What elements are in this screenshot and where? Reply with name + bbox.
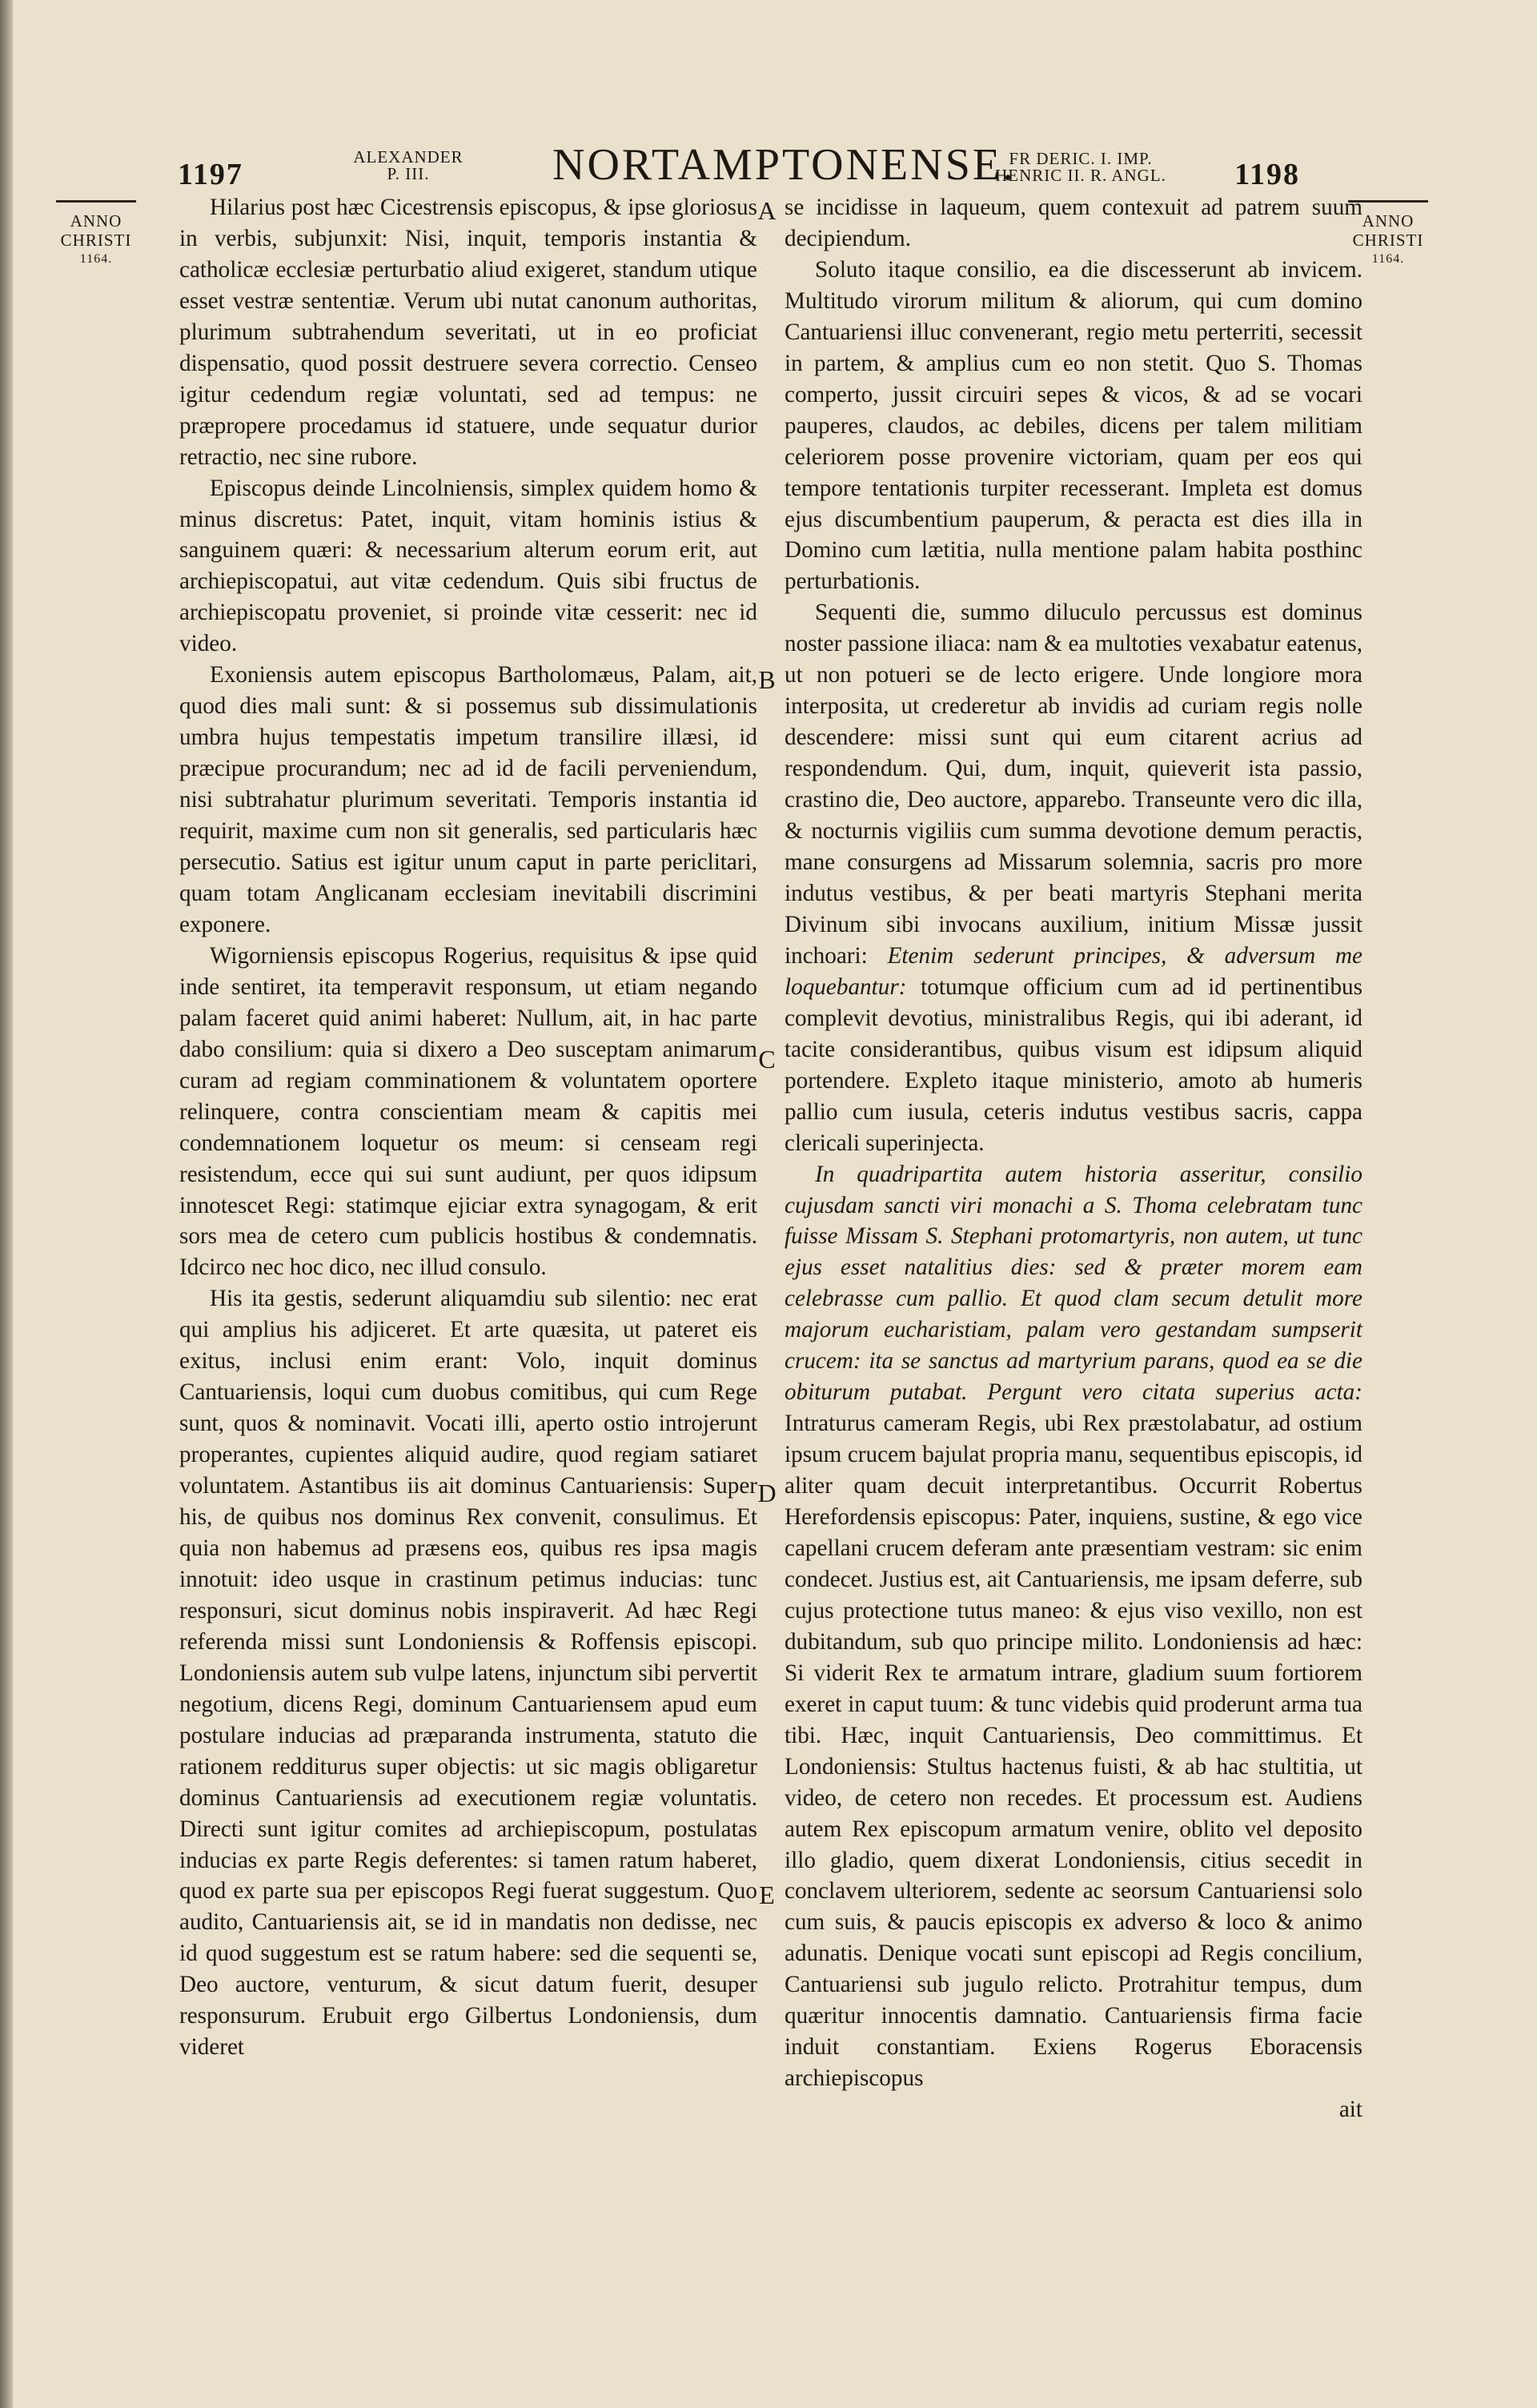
- margin-rule-left: [56, 200, 136, 203]
- running-head-right-line2: HENRIC II. R. ANGL.: [995, 166, 1166, 185]
- book-spine-shadow: [0, 0, 13, 2408]
- section-letter-a: A: [757, 196, 777, 225]
- paragraph-text: totumque officium cum ad id pertinentibus complevit devotius, ministralibus Regis, qui ibi aderant, id tacite considerantibus, quibus visum est idipsum aliquid portendere. Expleto itaque ministerio, amoto ab humeris pallio cum iusula, ceteris indutus vestibus sacris, cappa clericali superinjecta.: [785, 973, 1363, 1156]
- paragraph-text: Intraturus cameram Regis, ubi Rex præstolabatur, ad ostium ipsum crucem bajulat propria manu, sequentibus episcopis, id aliter quam decuit interpretantibus. Occurrit Robertus Herefordensis episcopus: Pater, inquiens, sustine, & ego vice capellani crucem deferam ante præsentiam vestram: sic enim condecet. Justius est, ait Cantuariensis, me ipsam deferre, sub cujus protectione tutus maneo: & ejus viso vexillo, non est dubitandum, sub quo principe milito. Londoniensis ad hæc: Si viderit Rex te armatum intrare, gladium suum fortiorem exeret in caput tuum: & tunc videbis quid proderunt arma tua tibi. Hæc, inquit Cantuariensis, Deo committimus. Et Londoniensis: Stultus hactenus fuisti, & ab hac stultitia, ut video, de cetero non recedes. Et processum est. Audiens autem Rex episcopum armatum venire, oblito vel deposito illo gladio, quem dixerat Londoniensis, citius secedit in conclavem ulteriorem, sedente ac seorsum Cantuariensi solo cum suis, & paucis episcopis ex adverso & loco & animo adunatis. Denique vocati sunt episcopi ad Regis concilium, Cantuariensi sub jugulo relicto. Protrahitur tempus, dum quæritur innocentis damnatio. Cantuariensis firma facie induit constantiam. Exiens Rogerus Eboracensis archiepiscopus: [785, 1411, 1362, 2092]
- paragraph: [785, 1159, 1362, 2095]
- running-head-left: [328, 149, 488, 183]
- paragraph: [785, 597, 1362, 1158]
- paragraph: Hilarius post hæc Cicestrensis episcopus, & ipse gloriosus in verbis, subjunxit: Nisi, inquit, temporis instantia & catholicæ ecclesiæ perturbatio aliud exigeret, standum utique esset vestræ sententiæ. Verum ubi nutat canonum authoritas, plurimum subtrahendum severitati, ut in eo proficiat dispensatio, quod possit destruere severa correctio. Censeo igitur cedendum regiæ voluntati, sed ad tempus: ne præpropere procedamus id statuere, unde sequatur durior retractio, nec sine rubore.: [179, 195, 757, 470]
- paragraph-text: Sequenti die, summo diluculo percussus est dominus noster passione iliaca: nam & ea multoties vexabatur eatenus, ut non potueri se de lecto erigere. Unde longiore mora interposita, ut crederetur ab invidis ad curiam regis nolle descendere: missi sunt qui eum citarent acrius ad respondendum. Qui, dum, inquit, quieverit ista passio, crastino die, Deo auctore, apparebo. Transeunte vero dic illa, & nocturnis vigiliis cum summa devotione demum peractis, mane consurgens ad Missarum solemnia, sacris pro more indutus vestibus, & per beati martyris Stephani merita Divinum sibi invocans auxilium, initium Missæ jussit inchoari:: [785, 600, 1362, 969]
- margin-year-right: 1164.: [1371, 252, 1405, 266]
- paragraph: Episcopus deinde Lincolniensis, simplex quidem homo & minus discretus: Patet, inquit, vitam hominis istius & sanguinem quæri: & necessarium alterum eorum erit, aut archiepiscopatui, aut vitæ cedendum. Quis sibi fructus de archiepiscopatu proveniet, si proinde vitæ cesserit: nec id video.: [179, 475, 757, 657]
- section-letter-d: D: [757, 1479, 777, 1507]
- running-head-right-line1: FR DERIC. I. IMP.: [1009, 149, 1153, 168]
- margin-christi-left: CHRISTI: [60, 231, 132, 250]
- section-letter-b: B: [758, 665, 776, 694]
- margin-anno-left: ANNO: [70, 211, 122, 231]
- quoted-history-passage: In quadripartita autem historia asseritur, consilio cujusdam sancti viri monachi a S. Thoma celebratam tunc fuisse Missam S. Stephani protomartyris, non autem, ut tunc ejus esset natalitius dies: sed & præter morem eam celebrasse cum pallio. Et quod clam secum detulit more majorum eucharistiam, palam vero gestandam sumpserit crucem: ita se sanctus ad martyrium parans, quod ea se die obiturum putabat. Pergunt vero citata superius acta:: [785, 1161, 1362, 1406]
- page-title: NORTAMPTONENSE.: [552, 140, 1017, 190]
- section-letter-e: E: [759, 1880, 775, 1909]
- page-number-right: 1198: [1234, 158, 1300, 191]
- margin-anno-right: ANNO: [1362, 211, 1415, 231]
- introit-quotation: Etenim sederunt principes, & adversum me loquebantur:: [785, 942, 1363, 1000]
- paragraph: Wigorniensis episcopus Rogerius, requisitus & ipse quid inde sentiret, ita temperavit responsum, ut etiam negando palam faceret quid animi haberet: Nullum, ait, in hac parte dabo consilium: quia si dixero a Deo susceptam animarum curam ad regiam comminationem & voluntatem oportere relinquere, contra conscientiam meam & capitis mei condemnationem loquetur os meum: si censeam regi resistendum, ecce qui sui sunt audiunt, per quos idipsum innotescet Regi: statimque ejiciar extra synagogam, & erit sors mea de cetero cum publicis hostibus & condemnatis. Idcirco nec hoc dico, nec illud consulo.: [179, 942, 757, 1281]
- margin-year-left: 1164.: [79, 252, 113, 266]
- paragraph: Soluto itaque consilio, ea die discesserunt ab invicem. Multitudo virorum militum & aliorum, qui cum domino Cantuariensi illuc convenerant, regio metu perterriti, secessit in partem, & amplius cum eo non stetit. Quo S. Thomas comperto, jussit circuiri sepes & vicos, & ad se vocari pauperes, claudos, ac debiles, dicens per talem militiam celeriorem posse provenire victoriam, quam per eos qui tempore tentationis turpiter recesserant. Impleta est domus ejus discumbentium pauperum, & peracta est dies illa in Domino cum lætitia, nulla mentione palam habita posthinc perturbationis.: [785, 256, 1362, 595]
- running-head-left-line2: P. III.: [387, 164, 430, 183]
- section-letter-c: C: [758, 1045, 776, 1074]
- page-number-left: 1197: [178, 158, 243, 191]
- running-head-left-line1: ALEXANDER: [353, 147, 464, 167]
- paragraph: Exoniensis autem episcopus Bartholomæus, Palam, ait, quod dies mali sunt: & si possemus sub dissimulationis umbra hujus tempestatis impetum transilire illæsi, id præcipue procurandum; nec ad id de facili perveniendum, nisi subtrahatur plurimum severitati. Temporis instantia id requirit, maxime cum non sit generalis, sed particularis hæc persecutio. Satius est igitur unum caput in parte periclitari, quam totam Anglicanam ecclesiam inevitabili discrimini exponere.: [179, 662, 757, 937]
- running-head-right: [961, 150, 1201, 184]
- margin-christi-right: CHRISTI: [1352, 231, 1424, 250]
- catchword: ait: [1338, 2097, 1362, 2123]
- left-column: [179, 192, 757, 2063]
- right-column: [785, 192, 1362, 2125]
- margin-note-left: [56, 211, 136, 269]
- paragraph: se incidisse in laqueum, quem contexuit ad patrem suum decipiendum.: [785, 195, 1362, 251]
- paragraph: His ita gestis, sederunt aliquamdiu sub silentio: nec erat qui amplius his adjiceret. Et arte quæsita, ut pateret eis exitus, inclusi enim erant: Volo, inquit dominus Cantuariensis, loqui cum duobus comitibus, qui cum Rege sunt, quos & nominavit. Vocati illi, aperto ostio introjerunt properantes, cupientes aliquid audire, quod regiam satiaret voluntatem. Astantibus iis ait dominus Cantuariensis: Super his, de quibus nos dominus Rex convenit, consulimus. Et quia non habemus ad præsens eos, quibus res ipsa magis innotuit: ideo usque in crastinum petimus inducias: tunc responsuri, sicut dominus nobis inspiraverit. Ad hæc Regi referenda missi sunt Londoniensis & Roffensis episcopi. Londoniensis autem sub vulpe latens, injunctum sibi pervertit negotium, dicens Regi, dominum Cantuariensem apud eum postulare inducias ad præparanda instrumenta, statuto die rationem redditurus super objectis: ut sic magis obligaretur dominus Cantuariensis ad executionem regiæ voluntatis. Directi sunt igitur comites ad archiepiscopum, postulatas inducias ex parte Regis deferentes: si tamen ratum haberet, quod ex parte sua per episcopos Regi fuerat suggestum. Quo audito, Cantuariensis ait, se id in mandatis non dedisse, nec id quod suggestum est se ratum habere: sed die sequenti se, Deo auctore, venturum, & sicut datum fuerit, desuper responsurum. Erubuit ergo Gilbertus Londoniensis, dum videret: [179, 1286, 757, 2061]
